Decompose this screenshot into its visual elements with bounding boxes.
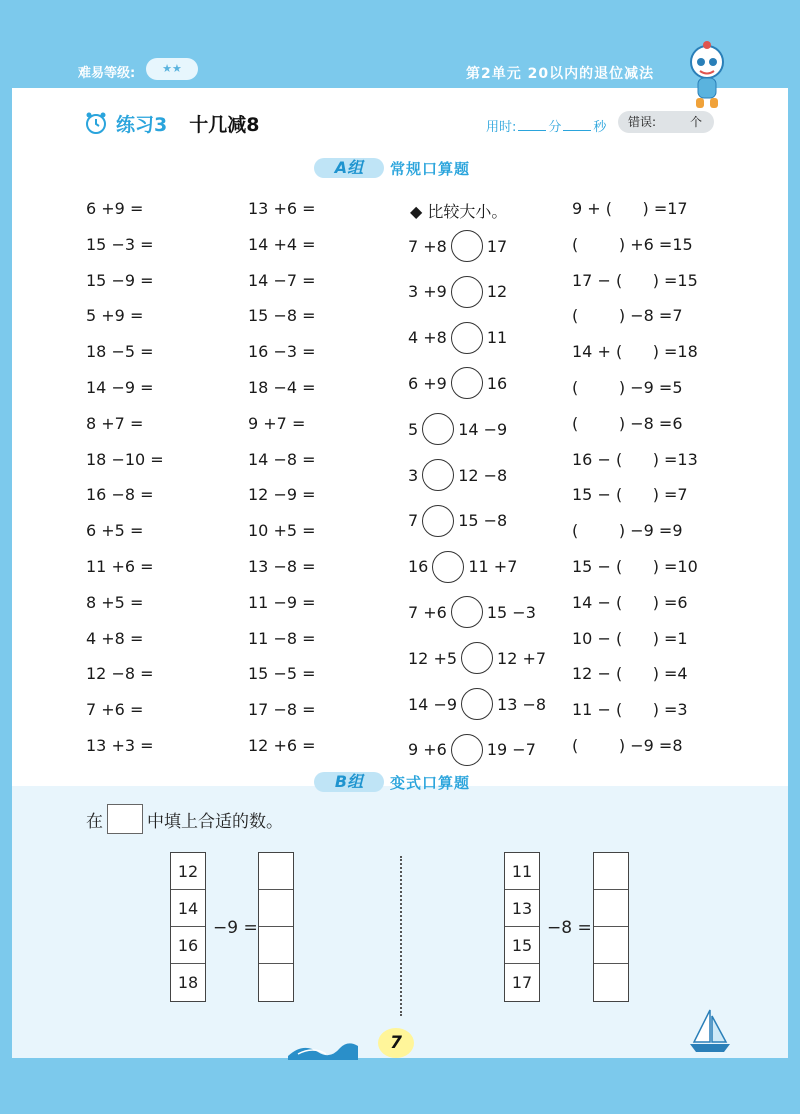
fill-blank-equation: ( ) −8 =7 [572,306,683,326]
group-a-banner [314,156,470,180]
left-answer-box[interactable] [259,927,293,964]
equation: 10 +5 = [248,521,316,541]
compare-right: 16 [486,373,508,393]
compare-right: 17 [486,236,508,256]
equation: 8 +5 = [86,592,144,612]
fill-blank-equation: 9 + ( ) =17 [572,199,688,218]
equation: 4 +8 = [86,628,144,648]
equation: 17 −8 = [248,700,316,720]
right-number: 11 [505,853,539,890]
group-b-tag: B组 [314,772,384,792]
equation: 18 −5 = [86,342,154,362]
compare-row [408,595,536,629]
minutes-label: 分 [548,120,562,135]
compare-row [408,275,507,309]
equation: 12 +6 = [248,736,316,755]
difficulty-stars: ★★ [146,58,198,80]
compare-circle[interactable] [451,276,483,308]
group-a-name: 常规口算题 [390,159,471,178]
compare-right: 12 [486,282,508,302]
instruction-box-icon [107,804,143,834]
compare-right: 11 +7 [468,557,518,577]
group-a-tag: A组 [314,158,384,178]
right-answer-box[interactable] [594,890,628,927]
compare-row [408,733,536,767]
compare-right: 15 −8 [458,511,508,531]
left-number: 18 [177,973,199,992]
compare-row [408,641,546,675]
time-field [486,116,606,135]
dotted-divider [400,856,402,1016]
compare-circle[interactable] [461,642,493,674]
right-answer-column [593,852,629,1002]
left-number: 16 [171,927,205,964]
time-label: 用时: [486,120,517,135]
compare-row [408,550,517,584]
left-answer-box[interactable] [259,853,293,890]
minutes-blank[interactable] [518,130,546,131]
compare-left: 5 [408,419,419,439]
instruction-suffix: 中填上合适的数。 [147,811,283,832]
instruction-prefix: 在 [86,811,103,832]
fill-blank-equation: 11 − ( ) =3 [572,700,688,720]
compare-right: 13 −8 [497,694,547,714]
compare-left: 14 −9 [408,694,458,714]
equation: 18 −4 = [248,378,316,397]
error-label: 错误: [628,115,657,129]
left-answer-box[interactable] [259,890,293,927]
equation: 8 +7 = [86,413,144,433]
compare-right: 11 [486,328,508,348]
equation: 11 −8 = [248,628,316,648]
equation: 15 −8 = [248,306,316,326]
seconds-blank[interactable] [563,130,591,131]
fill-blank-equation: 14 − ( ) =6 [572,592,688,612]
left-number: 12 [171,853,205,890]
equation: 15 −9 = [86,270,154,290]
compare-right: 14 −9 [458,419,508,439]
footer-band [12,1058,788,1114]
fill-blank-equation: 14 + ( ) =18 [572,342,698,362]
compare-left: 9 +6 [408,740,447,760]
equation: 13 −8 = [248,557,316,576]
compare-circle[interactable] [451,734,483,766]
wave-icon [288,1038,358,1060]
header-band [0,0,800,98]
compare-right: 12 −8 [458,465,508,485]
compare-circle[interactable] [422,459,454,491]
compare-left: 4 +8 [408,328,447,348]
right-number-column [504,852,540,1002]
left-answer-column [258,852,294,1002]
compare-right: 19 −7 [486,740,536,760]
error-unit: 个 [690,115,703,129]
left-number-column [170,852,206,1002]
equation: 12 −8 = [86,664,154,684]
exercise-topic: 十几减8 [189,113,260,136]
compare-row [408,229,507,263]
right-number: 15 [505,927,539,964]
fill-blank-equation: 12 − ( ) =4 [572,664,688,684]
group-b-instruction [86,804,283,834]
equation: 12 −9 = [248,485,316,505]
equation: 13 +6 = [248,199,316,218]
compare-row [408,366,507,400]
compare-left: 7 +8 [408,236,447,256]
equation: 7 +6 = [86,700,144,720]
compare-circle[interactable] [451,596,483,628]
fill-blank-equation: ( ) +6 =15 [572,234,693,254]
equation: 6 +9 = [86,199,144,218]
fill-blank-equation: 17 − ( ) =15 [572,270,698,290]
compare-circle[interactable] [451,322,483,354]
error-count-field[interactable] [618,111,714,133]
clock-icon [84,111,108,135]
compare-right: 15 −3 [486,602,536,622]
equation: 6 +5 = [86,521,144,541]
compare-circle[interactable] [432,551,464,583]
equation: 14 −9 = [86,378,154,397]
fill-blank-equation: ( ) −9 =9 [572,521,683,541]
left-border [0,88,12,1114]
compare-circle[interactable] [422,505,454,537]
equation: 15 −3 = [86,234,154,254]
compare-circle[interactable] [422,413,454,445]
fill-blank-equation: ( ) −9 =8 [572,736,683,755]
fill-blank-equation: ( ) −8 =6 [572,413,683,433]
right-number: 13 [505,890,539,927]
equation: 16 −3 = [248,342,316,362]
equation: 14 −7 = [248,270,316,290]
mascot-icon [682,40,732,110]
compare-row [408,458,507,492]
right-answer-box[interactable] [594,927,628,964]
page-number: 7 [378,1028,414,1058]
difficulty-label: 难易等级: [78,66,136,81]
equation: 14 +4 = [248,234,316,254]
compare-title: ◆ 比较大小。 [410,202,508,221]
seconds-label: 秒 [593,120,607,135]
compare-left: 16 [408,557,429,577]
equation: 11 −9 = [248,592,316,612]
equation: 11 +6 = [86,557,154,576]
compare-left: 7 +6 [408,602,447,622]
left-operation: −9 = [213,918,258,938]
compare-row [408,321,507,355]
equation: 5 +9 = [86,306,144,326]
equation: 16 −8 = [86,485,154,505]
compare-right: 12 +7 [497,648,547,668]
right-answer-box[interactable] [594,853,628,890]
compare-circle[interactable] [451,230,483,262]
fill-blank-equation: 10 − ( ) =1 [572,628,688,648]
left-answer-box[interactable] [259,964,293,1001]
equation: 18 −10 = [86,449,164,469]
equation: 13 +3 = [86,736,154,755]
compare-left: 3 +9 [408,282,447,302]
fill-blank-equation: 15 − ( ) =7 [572,485,688,505]
exercise-title: 练习3 [116,113,168,136]
fill-blank-equation: 15 − ( ) =10 [572,557,698,576]
compare-row [408,504,507,538]
exercise-header [84,108,259,138]
equation: 15 −5 = [248,664,316,684]
compare-row [408,412,507,446]
sailboat-icon [686,1006,734,1054]
right-operation: −8 = [547,918,592,938]
compare-row [408,687,546,721]
right-border [788,88,800,1114]
compare-circle[interactable] [461,688,493,720]
compare-left: 6 +9 [408,373,447,393]
compare-left: 3 [408,465,419,485]
right-number: 17 [511,973,533,992]
fill-blank-equation: 16 − ( ) =13 [572,449,698,469]
group-b-name: 变式口算题 [390,773,471,792]
equation: 9 +7 = [248,413,306,433]
fill-blank-equation: ( ) −9 =5 [572,378,683,397]
equation: 14 −8 = [248,449,316,469]
compare-left: 12 +5 [408,648,458,668]
left-number: 14 [171,890,205,927]
group-b-banner [314,770,470,794]
unit-title: 第2单元 20以内的退位减法 [466,66,655,82]
compare-circle[interactable] [451,367,483,399]
compare-left: 7 [408,511,419,531]
right-answer-box[interactable] [594,964,628,1001]
